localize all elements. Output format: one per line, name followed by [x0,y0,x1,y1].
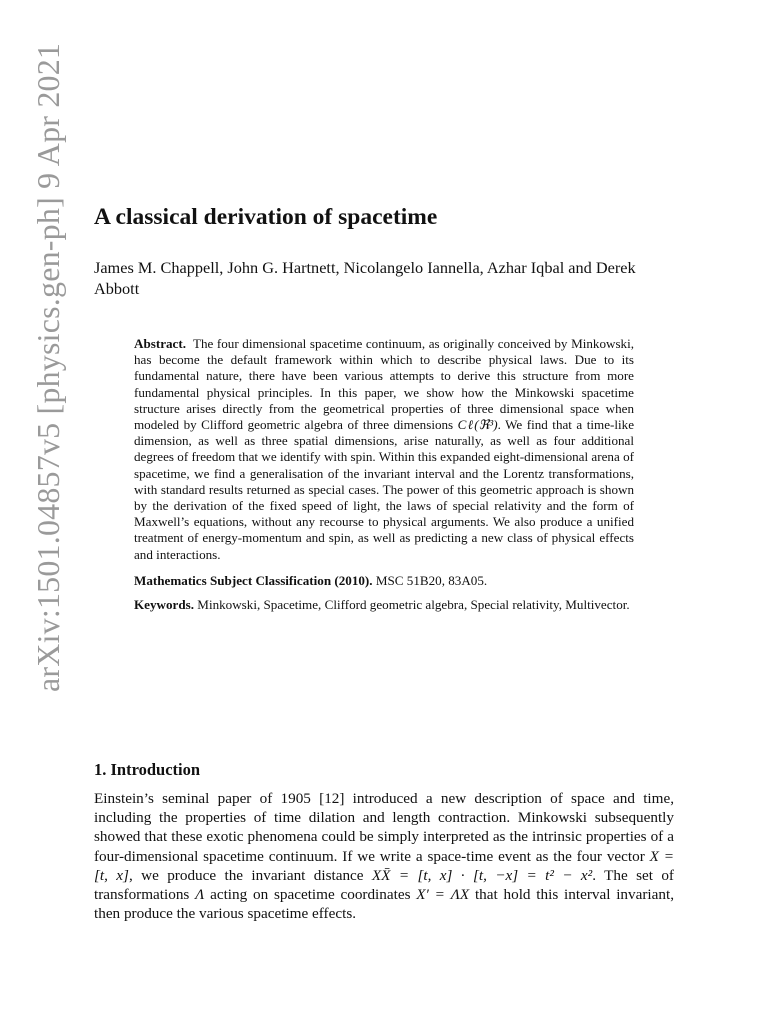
author-list: James M. Chappell, John G. Hartnett, Nicolangelo Iannella, Azhar Iqbal and Derek Abbott [94,258,636,298]
intro-text-a: Einstein’s seminal paper of 1905 [12] introduced a new description of space and time, including the properties of time dilation and length contraction. Minkowski subsequently showed that these exotic phenomena could be simply interpreted as the intrinsic properties of a four-dimensional spacetime continuum. If we write a space-time event as the four vector [94,790,674,865]
abstract-section [134,336,634,613]
msc-label: Mathematics Subject Classification (2010). [134,572,373,588]
section-heading-introduction: 1. Introduction [94,760,201,779]
intro-math-interval: XX̄ = [t, x] · [t, −x] = t² − x² [371,866,593,884]
introduction-paragraph [94,789,674,923]
keywords-value: Minkowski, Spacetime, Clifford geometric algebra, Special relativity, Multivector. [197,597,630,613]
abstract-text-part2: . We find that a time-like dimension, as well as three spatial dimensions, arise naturally, as well as four additional degrees of freedom that we identify with spin. Within this expanded eight-dimensional arena of spacetime, we find a generalisation of the invariant interval and the Lorentz transformations, with standard results returned as special cases. The power of this geometric approach is shown by the derivation of the fixed speed of light, the laws of special relativity and the form of Maxwell’s equations, without any recourse to physical arguments. We also produce a unified treatment of energy-momentum and spin, as well as predicting a new class of physical effects and interactions. [134,417,635,562]
abstract-text-part1: The four dimensional spacetime continuum, as originally conceived by Minkowski, has become the default framework within which to describe physical laws. Due to its fundamental nature, there have been various attempts to derive this structure from more fundamental physical principles. In this paper, we show how the Minkowski spacetime structure arises directly from the geometrical properties of three dimensional space when modeled by Clifford geometric algebra of three dimensions [134,336,634,433]
msc-line [134,573,634,589]
keywords-line [134,597,634,613]
paper-title: A classical derivation of spacetime [94,204,438,230]
intro-text-d: acting on spacetime coordinates [204,886,417,904]
abstract-label: Abstract. [134,336,186,351]
intro-text-c: . The set of transformations [94,866,674,904]
intro-math-four-vector: X = [t, x] [94,847,674,884]
intro-math-lambda: Λ [195,886,205,904]
abstract-paragraph [134,336,634,563]
msc-value: MSC 51B20, 83A05. [375,572,488,588]
intro-math-transform: X′ = ΛX [416,886,470,904]
arxiv-identifier-stamp[interactable]: arXiv:1501.04857v5 [physics.gen-ph] 9 Apr 2021 [30,42,66,692]
abstract-math-clifford: Cℓ(ℜ³) [457,417,498,433]
keywords-label: Keywords. [134,597,195,613]
intro-text-e: that hold this interval invariant, then produce the various spacetime effects. [94,886,674,923]
intro-text-b: , we produce the invariant distance [128,866,372,884]
